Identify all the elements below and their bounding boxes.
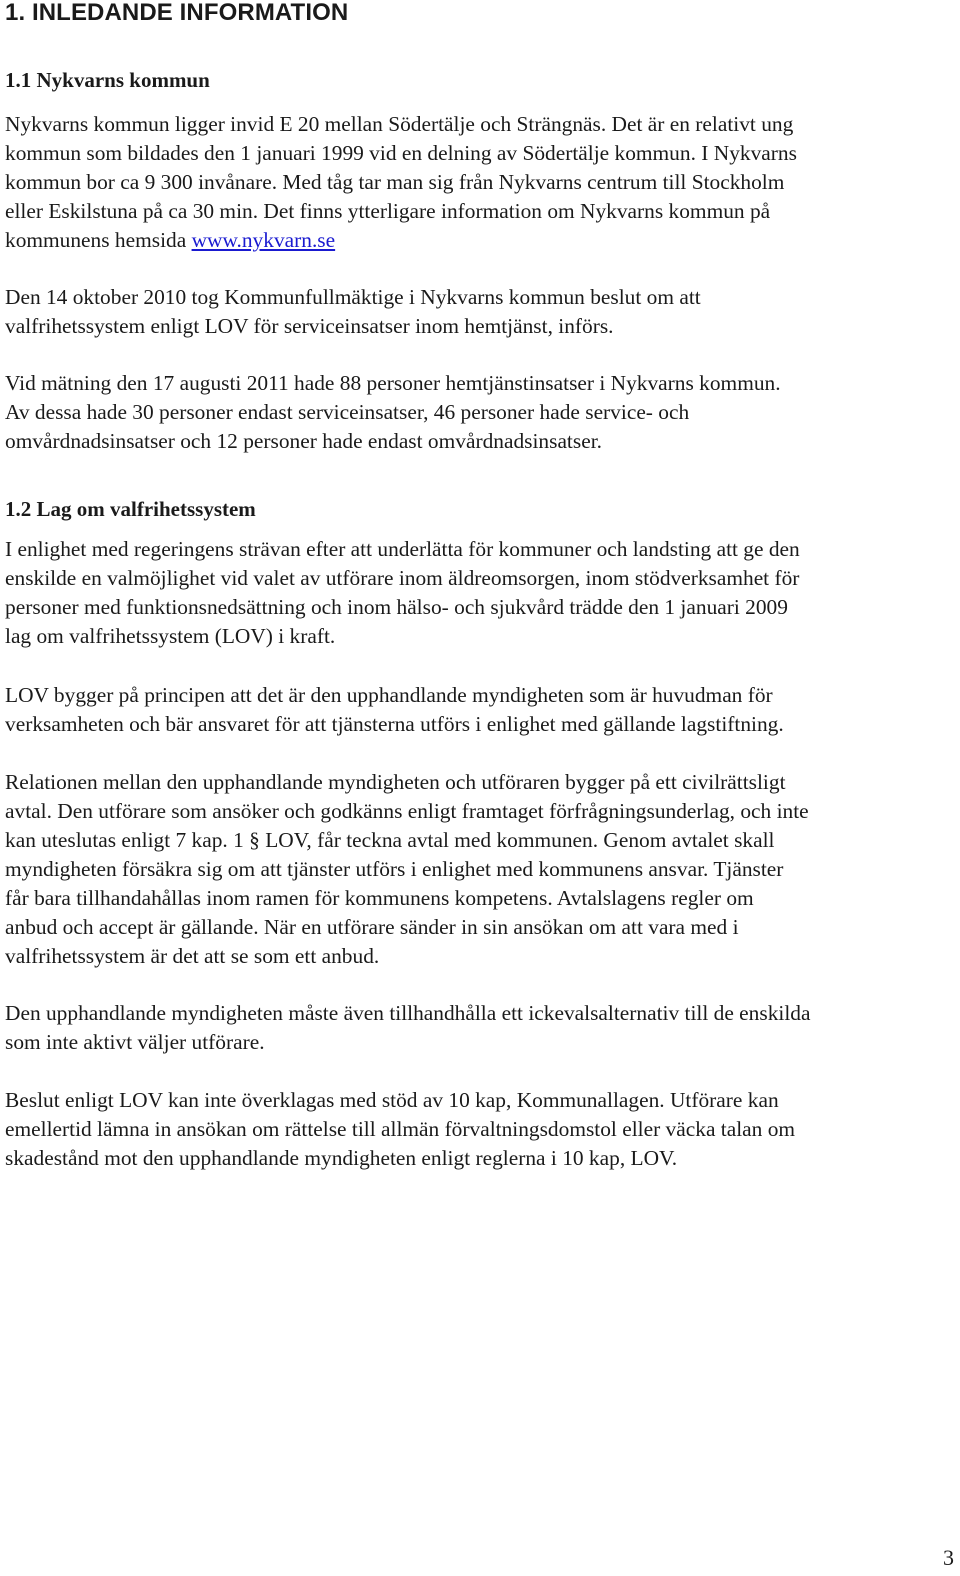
- page-number: 3: [943, 1545, 954, 1570]
- text-line: Av dessa hade 30 personer endast serviceinsatser, 46 personer hade service- och: [5, 400, 690, 424]
- text-line: kan uteslutas enligt 7 kap. 1 § LOV, får teckna avtal med kommunen. Genom avtalet skall: [5, 828, 775, 852]
- subheading-lag-om-valfrihetssystem: 1.2 Lag om valfrihetssystem: [5, 497, 256, 521]
- text-line: LOV bygger på principen att det är den upphandlande myndigheten som är huvudman för: [5, 683, 773, 707]
- text-line: valfrihetssystem är det att se som ett anbud.: [5, 944, 380, 968]
- text-line: myndigheten försäkra sig om att tjänster utförs i enlighet med kommunens ansvar. Tjänster: [5, 857, 784, 881]
- text-line: som inte aktivt väljer utförare.: [5, 1030, 265, 1054]
- text-line: lag om valfrihetssystem (LOV) i kraft.: [5, 624, 336, 648]
- text-line: enskilde en valmöjlighet vid valet av utförare inom äldreomsorgen, inom stödverksamhet för: [5, 566, 800, 590]
- text-line: Vid mätning den 17 augusti 2011 hade 88 personer hemtjänstinsatser i Nykvarns kommun.: [5, 371, 781, 395]
- paragraph-intro: [5, 110, 955, 255]
- text-line: emellertid lämna in ansökan om rättelse till allmän förvaltningsdomstol eller väcka talan om: [5, 1117, 796, 1141]
- text-line: får bara tillhandahållas inom ramen för kommunens kompetens. Avtalslagens regler om: [5, 886, 754, 910]
- text-line: eller Eskilstuna på ca 30 min. Det finns ytterligare information om Nykvarns kommun på: [5, 199, 771, 223]
- subheading-nykvarns-kommun: 1.1 Nykvarns kommun: [5, 68, 210, 92]
- text-line: valfrihetssystem enligt LOV för serviceinsatser inom hemtjänst, införs.: [5, 314, 614, 338]
- text-line: I enlighet med regeringens strävan efter att underlätta för kommuner och landsting att ge den: [5, 537, 800, 561]
- text-line: omvårdnadsinsatser och 12 personer hade endast omvårdnadsinsatser.: [5, 429, 602, 453]
- text-line: verksamheten och bär ansvaret för att tjänsterna utförs i enlighet med gällande lagstiftning.: [5, 712, 784, 736]
- text-line: kommun som bildades den 1 januari 1999 vid en delning av Södertälje kommun. I Nykvarns: [5, 141, 797, 165]
- paragraph-appeal: [5, 1086, 955, 1173]
- paragraph-measurement: [5, 369, 955, 456]
- text-line: skadestånd mot den upphandlande myndigheten enligt reglerna i 10 kap, LOV.: [5, 1146, 678, 1170]
- paragraph-lov-intro: [5, 535, 955, 651]
- text-line: [5, 226, 955, 255]
- text-line: Relationen mellan den upphandlande myndigheten och utföraren bygger på ett civilrättsligt: [5, 770, 786, 794]
- website-link[interactable]: www.nykvarn.se: [191, 228, 336, 252]
- text-line: kommun bor ca 9 300 invånare. Med tåg tar man sig från Nykvarns centrum till Stockholm: [5, 170, 785, 194]
- text-line: anbud och accept är gällande. När en utförare sänder in sin ansökan om att vara med i: [5, 915, 739, 939]
- text-line: avtal. Den utförare som ansöker och godkänns enligt framtaget förfrågningsunderlag, och inte: [5, 799, 809, 823]
- paragraph-decision: [5, 283, 955, 341]
- text-line: Beslut enligt LOV kan inte överklagas med stöd av 10 kap, Kommunallagen. Utförare kan: [5, 1088, 779, 1112]
- paragraph-alternative: [5, 999, 955, 1057]
- text-fragment: kommunens hemsida: [5, 228, 192, 252]
- paragraph-relation: [5, 768, 955, 971]
- text-line: Den 14 oktober 2010 tog Kommunfullmäktige i Nykvarns kommun beslut om att: [5, 285, 701, 309]
- paragraph-lov-principle: [5, 681, 955, 739]
- text-line: Nykvarns kommun ligger invid E 20 mellan Södertälje och Strängnäs. Det är en relativt ung: [5, 112, 794, 136]
- text-line: personer med funktionsnedsättning och inom hälso- och sjukvård trädde den 1 januari 2009: [5, 595, 788, 619]
- section-heading-1: 1. INLEDANDE INFORMATION: [5, 0, 349, 26]
- text-line: Den upphandlande myndigheten måste även tillhandhålla ett ickevalsalternativ till de enskilda: [5, 1001, 811, 1025]
